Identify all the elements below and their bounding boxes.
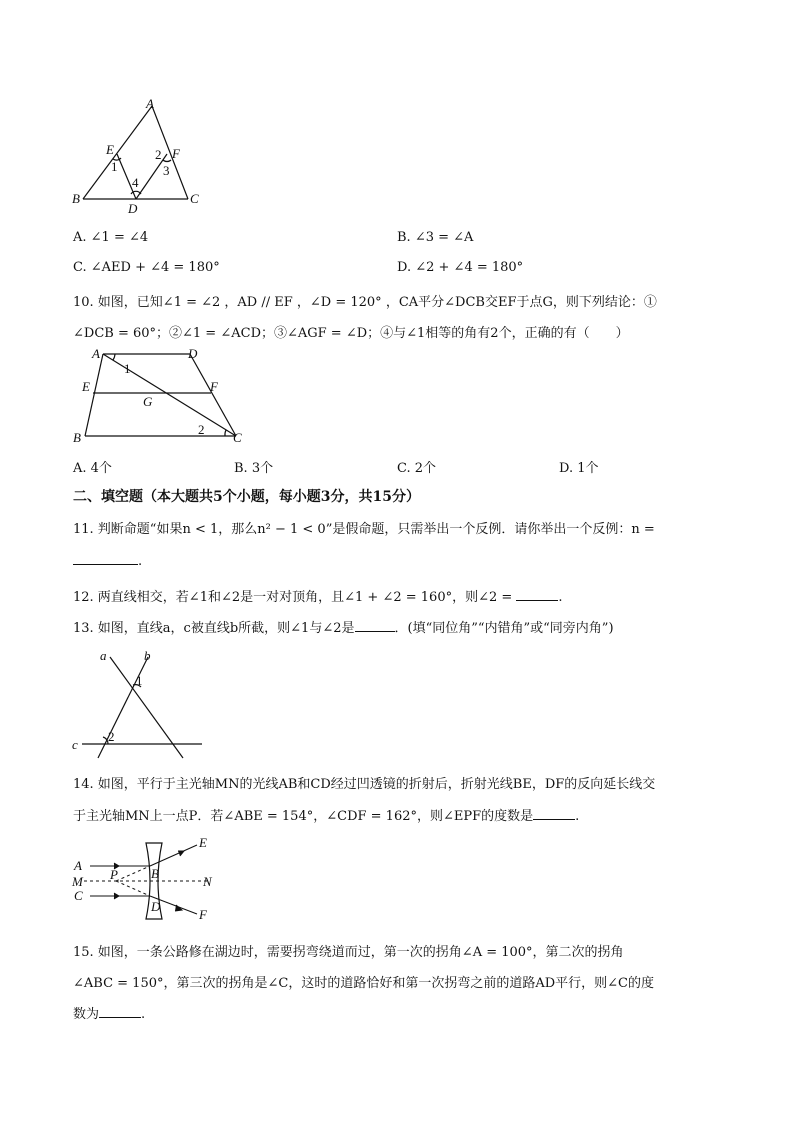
q14-text-line2: 于主光轴MN上一点P．若∠ABE = 154°，∠CDF = 162°，则∠EPF的度数是 (73, 809, 534, 824)
q14-label-F: F (199, 907, 207, 922)
q13-label-a: a (100, 648, 107, 663)
q10-option-c: C. 2个 (397, 461, 437, 476)
q15-answer-blank[interactable] (99, 1005, 141, 1018)
q14-label-P: P (110, 867, 118, 882)
q14-label-C: C (74, 888, 83, 903)
q13-label-b: b (144, 648, 151, 663)
q13-text: 13. 如图，直线a，c被直线b所截，则∠1与∠2是 (73, 621, 355, 636)
q10-label-D: D (188, 346, 198, 361)
q13-label-c: c (72, 737, 78, 752)
q10-label-G: G (143, 394, 153, 409)
q9-angle-2: 2 (155, 147, 162, 162)
q12-text: 12. 两直线相交，若∠1和∠2是一对对顶角，且∠1 + ∠2 = 160°，则∠2 = (73, 590, 513, 605)
q14-label-M: M (72, 874, 83, 889)
q9-figure (70, 96, 210, 216)
q14-line2 (73, 805, 579, 824)
q15-period: . (141, 1007, 146, 1022)
q11-text-line1: 11. 判断命题“如果n < 1，那么n² − 1 < 0”是假命题，只需举出一个反例．请你举出一个反例：n = (73, 522, 655, 537)
q14-text-line1: 14. 如图，平行于主光轴MN的光线AB和CD经过凹透镜的折射后，折射光线BE，DF的反向延长线交 (73, 777, 656, 792)
q11-period: . (138, 554, 143, 569)
q9-label-F: F (172, 146, 180, 161)
q10-option-a: A. 4个 (73, 461, 112, 476)
q10-angle-2: 2 (198, 422, 205, 437)
q13-figure (70, 645, 210, 755)
q14-label-N: N (203, 874, 212, 889)
q9-angle-4: 4 (132, 175, 139, 190)
q14-figure (70, 835, 220, 920)
q13-answer-blank[interactable] (355, 619, 395, 632)
q15-line3 (73, 1003, 145, 1022)
q9-label-D: D (128, 201, 138, 216)
q10-label-E: E (82, 379, 90, 394)
q9-label-A: A (146, 96, 154, 111)
q13-hint: ．(填“同位角”“内错角”或“同旁内角”) (394, 621, 614, 636)
q9-option-c: C. ∠AED + ∠4 = 180° (73, 260, 220, 275)
q13-angle-1: 1 (136, 673, 143, 688)
q12-period: . (558, 590, 563, 605)
q9-angle-1: 1 (111, 159, 118, 174)
q12-answer-blank[interactable] (516, 588, 558, 601)
q14-label-A: A (74, 858, 82, 873)
q15-text-line2: ∠ABC = 150°，第三次的拐角是∠C，这时的道路恰好和第一次拐弯之前的道路AD平行，则∠C的度 (73, 976, 654, 991)
q13-angle-2: 2 (108, 729, 115, 744)
q14-label-E: E (199, 835, 207, 850)
q14-period: . (575, 809, 580, 824)
q9-label-C: C (190, 191, 199, 206)
q9-label-B: B (72, 191, 80, 206)
q10-option-d: D. 1个 (559, 461, 599, 476)
q14-label-B: B (151, 866, 159, 881)
q10-label-B: B (73, 430, 81, 445)
section-title: 二、填空题（本大题共5个小题，每小题3分，共15分） (73, 489, 420, 505)
q9-label-E: E (106, 142, 114, 157)
q12-line (73, 586, 563, 605)
q10-option-b: B. 3个 (234, 461, 274, 476)
q9-option-d: D. ∠2 + ∠4 = 180° (397, 260, 524, 275)
q10-label-A: A (92, 346, 100, 361)
q13-line (73, 617, 614, 636)
q9-angle-3: 3 (163, 163, 170, 178)
q10-label-F: F (210, 379, 218, 394)
q10-text-line2: ∠DCB = 60°；②∠1 = ∠ACD；③∠AGF = ∠D；④与∠1相等的角有2个，正确的有（ ） (73, 326, 629, 341)
q10-angle-1: 1 (124, 361, 131, 376)
q15-text-line1: 15. 如图，一条公路修在湖边时，需要拐弯绕道而过，第一次的拐角∠A = 100°，第二次的拐角 (73, 945, 624, 960)
q9-option-b: B. ∠3 = ∠A (397, 230, 474, 245)
q10-label-C: C (233, 430, 242, 445)
q9-option-a: A. ∠1 = ∠4 (73, 230, 149, 245)
q11-answer-blank[interactable] (73, 552, 138, 565)
q10-text-line1: 10. 如图，已知∠1 = ∠2 ，AD // EF ，∠D = 120° ，CA平分∠DCB交EF于点G，则下列结论：① (73, 295, 657, 310)
q11-answer-line (73, 552, 142, 569)
q15-text-line3: 数为 (73, 1007, 100, 1022)
q14-label-D: D (151, 899, 161, 914)
q10-figure (70, 346, 260, 446)
q14-answer-blank[interactable] (533, 807, 575, 820)
